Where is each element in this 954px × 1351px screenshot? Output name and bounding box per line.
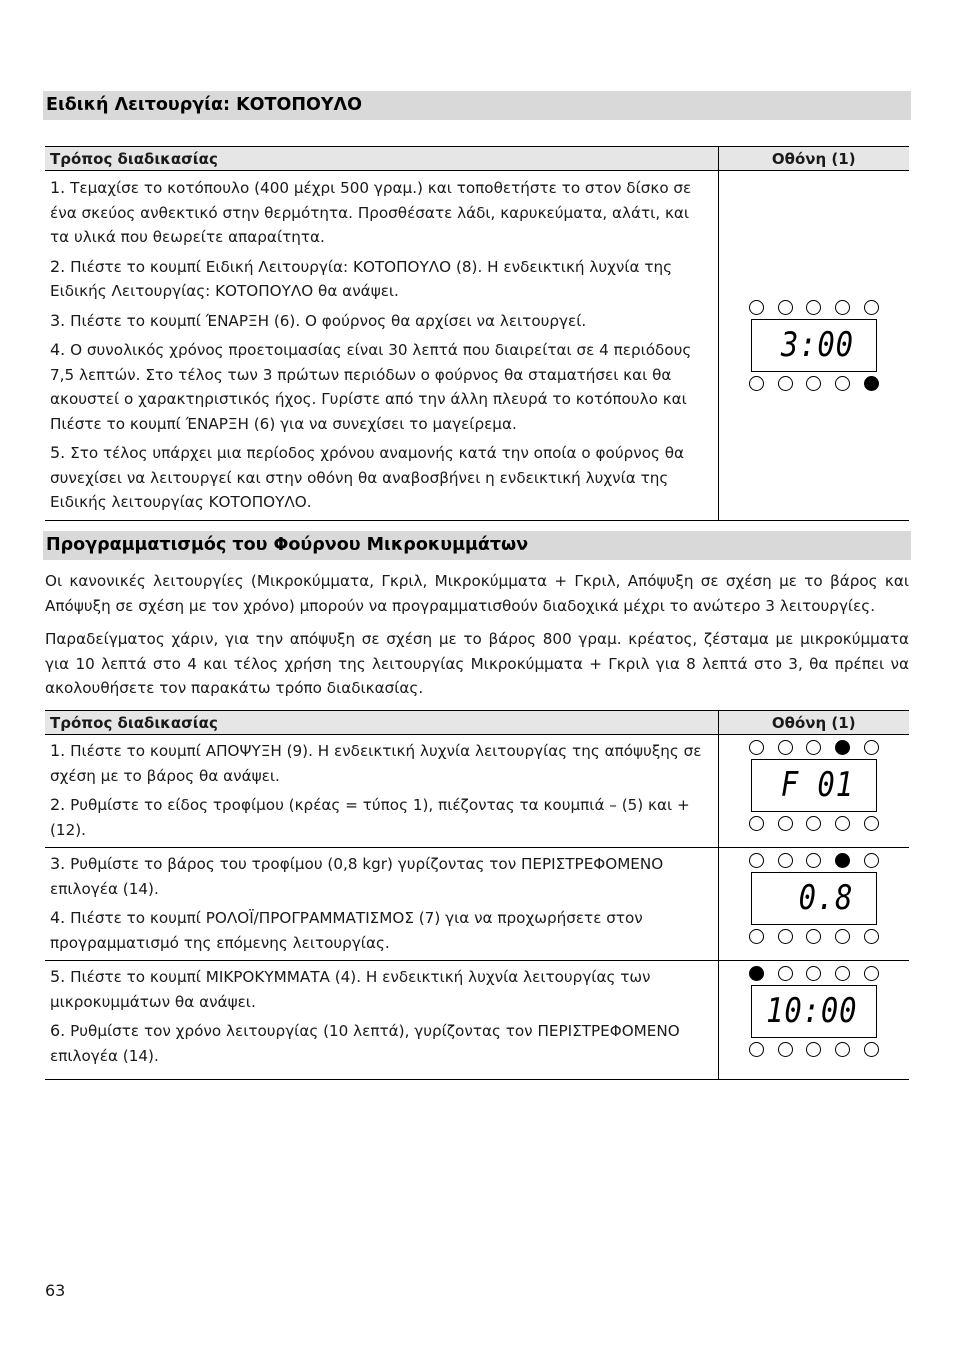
indicator-off-icon [806,1042,821,1057]
step-text: Ο συνολικός χρόνος προετοιμασίας είναι 30 λεπτά που διαιρείται σε 4 περιόδους 7,5 λεπτών. Στο τέλος των 3 πρώτων περιόδων ο φούρνος θα σταματήσει και θα ακουστεί ο χαρακτηριστικός ήχος. Γυρίστε από την άλλη πλευρά το κοτόπουλο και Πιέστε το κουμπί ΈΝΑΡΞΗ (6) για να συνεχίσει το μαγείρεμα. [50,341,692,433]
table-row [45,848,909,961]
step-number: 6. [50,1021,66,1040]
paragraph: Παραδείγματος χάριν, για την απόψυξη σε σχέση με το βάρος 800 γραμ. κρέατος, ζέσταμα με μικροκύμματα για 10 λεπτά στο 4 και τέλος χρήση της λειτουργίας Μικροκύμματα + Γκριλ για 8 λεπτά στο 3, θα πρέπει να ακολουθήσετε τον παρακάτω τρόπο διαδικασίας. [45,630,909,697]
steps-cell [45,735,718,848]
step-number: 3. [50,854,66,873]
lcd-screen [751,759,877,812]
step-text: Πιέστε το κουμπί ΈΝΑΡΞΗ (6). Ο φούρνος θα αρχίσει να λειτουργεί. [70,311,587,330]
indicator-off-icon [778,929,793,944]
indicator-row-top [749,740,879,755]
step-number: 5. [50,967,66,986]
step-text: Στο τέλος υπάρχει μια περίοδος χρόνου αναμονής κατά την οποία ο φούρνος θα συνεχίσει να λειτουργεί και στην οθόνη θα αναβοσβήνει η ενδεικτική λυχνία της Ειδικής λειτουργίας ΚΟΤΟΠΟΥΛΟ. [50,444,685,511]
indicator-row-top [749,966,879,981]
programming-procedure-table [45,710,909,1080]
indicator-off-icon [864,853,879,868]
step-item [50,906,713,955]
oven-display [749,966,879,1057]
steps-cell [45,848,718,961]
oven-display [749,853,879,944]
step-item [50,965,713,1014]
indicator-off-icon [749,929,764,944]
column-header-display: Οθόνη (1) [718,711,909,735]
step-item [50,739,713,788]
display-cell [718,961,909,1080]
step-item [50,852,713,901]
table-row [45,961,909,1080]
step-text: Ρυθμίστε το βάρος του τροφίμου (0,8 kgr) γυρίζοντας τον ΠΕΡΙΣΤΡΕΦΟΜΕΝΟ επιλογέα (14). [50,855,664,898]
indicator-row-bottom [749,1042,879,1057]
indicator-row-bottom [749,929,879,944]
steps-cell [45,961,718,1080]
chicken-procedure-table [45,146,909,521]
lcd-screen [751,319,877,372]
indicator-lit-icon [835,740,850,755]
indicator-off-icon [749,300,764,315]
indicator-off-icon [864,1042,879,1057]
indicator-lit-icon [864,376,879,391]
display-cell [718,735,909,848]
page-number: 63 [45,1281,66,1300]
indicator-off-icon [835,376,850,391]
lcd-screen [751,985,877,1038]
oven-display [749,740,879,831]
indicator-row-top [749,300,879,315]
indicator-row-top [749,853,879,868]
indicator-off-icon [749,1042,764,1057]
step-item [50,309,713,334]
lcd-value: 3:00 [780,324,854,365]
column-header-display: Οθόνη (1) [718,147,909,171]
step-text: Τεμαχίσε το κοτόπουλο (400 μέχρι 500 γραμ.) και τοποθετήστε το στον δίσκο σε ένα σκεύος ανθεκτικό στην θερμότητα. Προσθέσατε λάδι, καρυκεύματα, αλάτι, και τα υλικά που θεωρείτε απαραίτητα. [50,179,692,246]
step-text: Ρυθμίστε το είδος τροφίμου (κρέας = τύπος 1), πιέζοντας τα κουμπιά – (5) και + (12). [50,796,690,839]
indicator-off-icon [864,300,879,315]
section-title-programming: Προγραμματισμός του Φούρνου Μικροκυμμάτων [43,531,911,560]
indicator-off-icon [806,376,821,391]
step-item [50,338,713,436]
indicator-off-icon [778,816,793,831]
step-item [50,793,713,842]
indicator-off-icon [778,376,793,391]
indicator-off-icon [778,853,793,868]
indicator-off-icon [749,816,764,831]
indicator-off-icon [835,1042,850,1057]
indicator-lit-icon [749,966,764,981]
step-number: 5. [50,443,66,462]
display-cell [718,171,909,521]
step-item [50,255,713,304]
step-number: 1. [50,178,66,197]
column-header-procedure: Τρόπος διαδικασίας [45,147,718,171]
indicator-off-icon [835,300,850,315]
indicator-off-icon [864,966,879,981]
lcd-value: 10:00 [766,991,858,1031]
section-title-chicken: Ειδική Λειτουργία: ΚΟΤΟΠΟΥΛΟ [43,91,911,120]
indicator-off-icon [806,853,821,868]
step-item [50,1019,713,1068]
lcd-screen [751,872,877,925]
indicator-off-icon [749,740,764,755]
table-row [45,735,909,848]
step-number: 2. [50,795,66,814]
indicator-off-icon [806,966,821,981]
indicator-off-icon [835,816,850,831]
indicator-off-icon [806,300,821,315]
indicator-off-icon [806,929,821,944]
step-item [50,441,713,515]
paragraph: Οι κανονικές λειτουργίες (Μικροκύμματα, Γκριλ, Μικροκύμματα + Γκριλ, Απόψυξη σε σχέση με το βάρος και Απόψυξη σε σχέση με τον χρόνο) μπορούν να προγραμματισθούν διαδοχικά μέχρι το ανώτερο 3 λειτουργίες. [45,572,909,615]
indicator-off-icon [778,300,793,315]
indicator-off-icon [864,816,879,831]
indicator-row-bottom [749,816,879,831]
table-row [45,171,909,521]
indicator-off-icon [864,740,879,755]
indicator-off-icon [778,740,793,755]
step-text: Πιέστε το κουμπί ΜΙΚΡΟΚΥΜΜΑΤΑ (4). Η ενδεικτική λυχνία λειτουργίας των μικροκυμμάτων θα ανάψει. [50,968,651,1011]
lcd-value: 0.8 [798,878,854,918]
step-text: Πιέστε το κουμπί ΑΠΟΨΥΞΗ (9). Η ενδεικτική λυχνία λειτουργίας της απόψυξης σε σχέση με το βάρος θα ανάψει. [50,742,702,785]
step-number: 3. [50,310,66,330]
step-number: 4. [50,908,66,927]
indicator-off-icon [864,929,879,944]
indicator-off-icon [749,376,764,391]
step-number: 1. [50,741,66,760]
indicator-off-icon [778,1042,793,1057]
step-number: 2. [50,256,66,276]
step-text: Πιέστε το κουμπί ΡΟΛΟΪ/ΠΡΟΓΡΑΜΜΑΤΙΣΜΟΣ (7) για να προχωρήσετε στον προγραμματισμό της επόμενης λειτουργίας. [50,909,643,952]
indicator-off-icon [806,816,821,831]
indicator-off-icon [835,966,850,981]
step-text: Ρυθμίστε τον χρόνο λειτουργίας (10 λεπτά), γυρίζοντας τον ΠΕΡΙΣΤΡΕΦΟΜΕΝΟ επιλογέα (14). [50,1022,680,1065]
lcd-value: F 01 [780,765,854,805]
indicator-off-icon [835,929,850,944]
indicator-off-icon [749,853,764,868]
display-cell [718,848,909,961]
indicator-off-icon [778,966,793,981]
indicator-row-bottom [749,376,879,391]
step-item [50,176,713,250]
steps-cell [45,171,718,521]
step-number: 4. [50,340,66,359]
column-header-procedure: Τρόπος διαδικασίας [45,711,718,735]
step-text: Πιέστε το κουμπί Ειδική Λειτουργία: ΚΟΤΟΠΟΥΛΟ (8). Η ενδεικτική λυχνία της Ειδικής Λειτουργίας: ΚΟΤΟΠΟΥΛΟ θα ανάψει. [50,257,673,300]
oven-display [749,300,879,391]
indicator-lit-icon [835,853,850,868]
indicator-off-icon [806,740,821,755]
